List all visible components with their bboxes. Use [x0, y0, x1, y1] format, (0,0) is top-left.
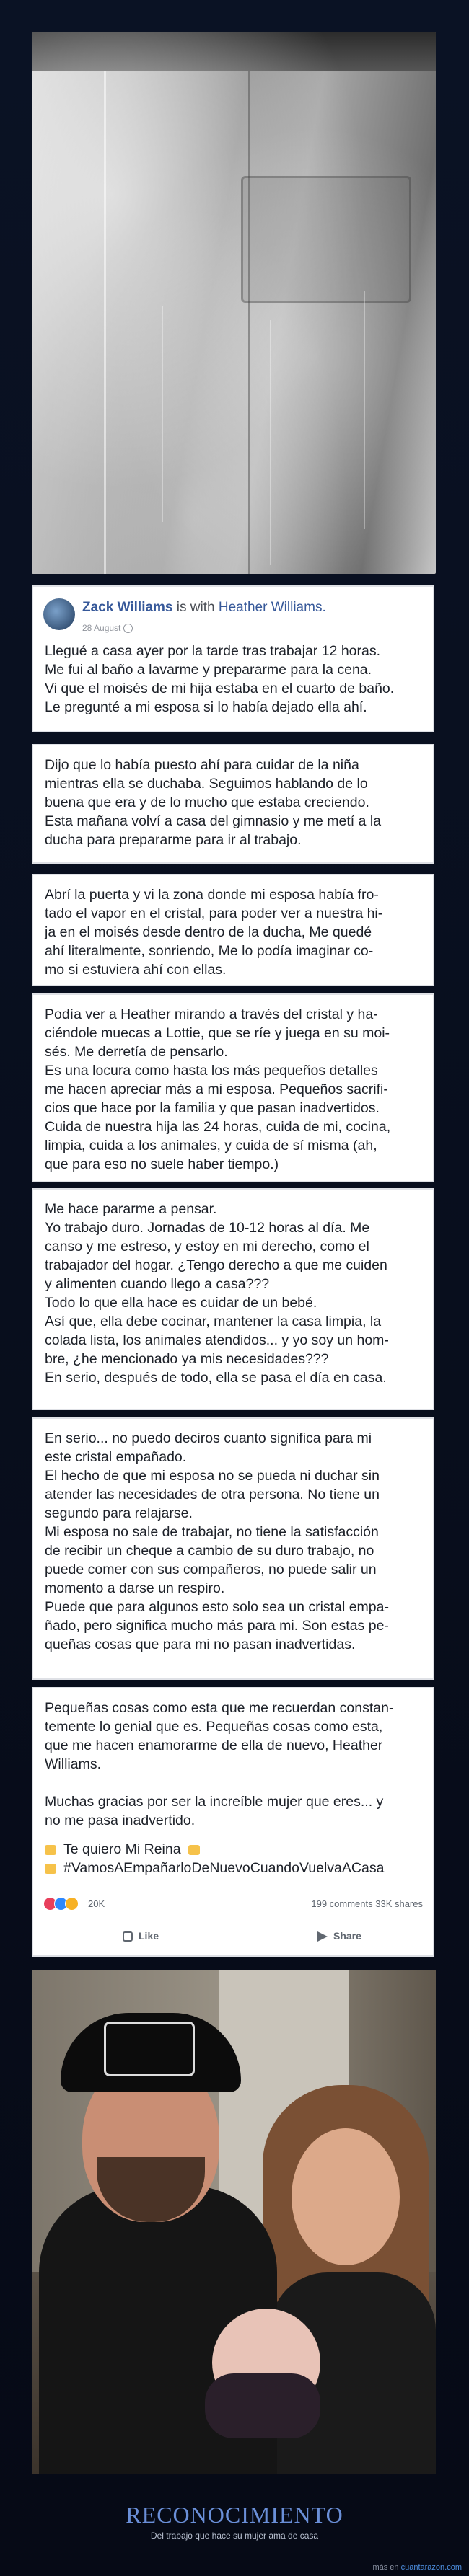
globe-icon: [123, 624, 133, 633]
post-block-2: [32, 744, 434, 864]
page-title: RECONOCIMIENTO: [126, 2502, 343, 2528]
cap-logo: [104, 2022, 195, 2076]
post-text: Me hace pararme a pensar. Yo trabajo duro. Jornadas de 10-12 horas al día. Me canso y me estreso, y estoy en mi derecho, como el trabajador del hogar. ¿Tengo derecho a que me cuiden y alimenten cuando llego a casa??? Todo lo que ella hace es cuidar de un bebé. Así que, ella debe cocinar, mantener la casa limpia, la colada lista, los animales atendidos... y yo soy un hom- bre, ¿he mencionado ya mis necesidades??? En serio, después de todo, ella se pasa el día en casa.: [45, 1201, 389, 1386]
post-header: [33, 587, 433, 642]
water-drip: [270, 320, 271, 565]
hashtag-line: [33, 1859, 433, 1885]
glass-seam: [248, 71, 250, 574]
post-text: Llegué a casa ayer por la tarde tras trabajar 12 horas. Me fui al baño a lavarme y prepararme para la cena. Vi que el moisés de mi hija estaba en el cuarto de baño. Le pregunté a mi esposa si lo había dejado ella ahí.: [45, 643, 395, 715]
reactions-bar: [43, 1885, 423, 1916]
post-text: En serio... no puedo deciros cuanto significa para mi este cristal empañado. El hecho de que mi esposa no se pueda ni duchar sin atender las necesidades de otra persona. No tiene un segundo para relajarse. Mi esposa no sale de trabajar, no tiene la satisfacción de recibir un cheque a cambio de su duro trabajo, no puede comer con sus compañeros, no puede salir un momento a darse un respiro. Puede que para algunos esto solo sea un cristal empa- ñado, pero significa mucho más para mi. Son estas pe- queñas cosas que para mi no pasan inadvertidas.: [45, 1430, 389, 1652]
wow-icon: [65, 1897, 79, 1911]
post-text: Abrí la puerta y vi la zona donde mi esposa había fro- tado el vapor en el cristal, para poder ver a nuestra hi- ja en el moisés desde dentro de la ducha, Me quedé ahí literalmente, sonriendo, Me lo podía imaginar co- mo si estuviera ahí con ellas.: [45, 887, 383, 978]
site-credit: [372, 2563, 462, 2572]
post-block-6: [32, 1417, 434, 1680]
post-block-3: [32, 874, 434, 986]
wiped-area-crib: [241, 176, 411, 303]
post-author-line: [82, 598, 326, 617]
like-label: Like: [139, 1930, 159, 1942]
water-drip: [162, 306, 163, 522]
baby-body: [205, 2373, 320, 2438]
share-label: Share: [333, 1930, 361, 1942]
share-icon: [317, 1931, 328, 1942]
reaction-icons[interactable]: [43, 1894, 76, 1913]
author-name[interactable]: Zack Williams: [82, 600, 173, 615]
with-text: is with: [176, 600, 215, 615]
post-block-5: [32, 1188, 434, 1410]
post-date[interactable]: 28 August: [82, 623, 121, 633]
share-button[interactable]: [317, 1926, 361, 1945]
woman-face: [292, 2128, 400, 2265]
post-text: Pequeñas cosas como esta que me recuerdan constan- temente lo genial que es. Pequeñas cosas como esta, que me hacen enamorarme de ella de nuevo, Heather Williams. Muchas gracias por ser la increíble mujer que eres... y no me pasa inadvertido.: [45, 1700, 394, 1828]
page-subtitle: Del trabajo que hace su mujer ama de casa: [150, 2531, 319, 2541]
steam-mist: [32, 32, 436, 574]
post-meta: [82, 619, 133, 637]
site-prefix: más en: [372, 2563, 399, 2572]
crown-icon: [45, 1845, 56, 1855]
comments-shares[interactable]: 199 comments 33K shares: [311, 1898, 423, 1909]
family-photo: [32, 1970, 436, 2474]
post-block-7: [32, 1687, 434, 1957]
water-drip: [364, 291, 365, 529]
post-text: Podía ver a Heather mirando a través del cristal y ha- ciéndole muecas a Lottie, que se ríe y juega en su moi- sés. Me derretía de pensarlo. Es una locura como hasta los más pequeños detalles me hacen apreciar más a mi esposa. Pequeños sacrifi- cios que hace por la familia y que pasan inadvertidos. Cuida de nuestra hija las 24 horas, cuida de mi, cocina, limpia, cuida a los animales, y cuida de sí misma (ah, que para eso no suele haber tiempo.): [45, 1006, 391, 1172]
thumbs-up-icon: [123, 1931, 133, 1942]
action-bar: [43, 1916, 423, 1951]
crown-icon: [45, 1864, 56, 1874]
crown-icon: [188, 1845, 200, 1855]
post-block-1: [32, 585, 434, 732]
glass-seam: [104, 71, 106, 574]
love-line: [33, 1840, 433, 1859]
avatar[interactable]: [43, 598, 75, 630]
like-button[interactable]: [123, 1926, 159, 1945]
post-block-4: [32, 993, 434, 1182]
love-text: Te quiero Mi Reina: [63, 1841, 181, 1857]
reaction-count[interactable]: 20K: [88, 1898, 105, 1909]
fogged-glass-photo: [32, 32, 436, 574]
site-link[interactable]: cuantarazon.com: [400, 2563, 462, 2572]
hashtag[interactable]: #VamosAEmpañarloDeNuevoCuandoVuelvaACasa: [63, 1860, 385, 1876]
post-text: Dijo que lo había puesto ahí para cuidar de la niña mientras ella se duchaba. Seguimos hablando de lo buena que era y de lo mucho que estaba creciendo. Esta mañana volví a casa del gimnasio y me metí a la ducha para prepararme para ir al trabajo.: [45, 757, 382, 848]
tagged-name[interactable]: Heather Williams.: [218, 600, 326, 615]
